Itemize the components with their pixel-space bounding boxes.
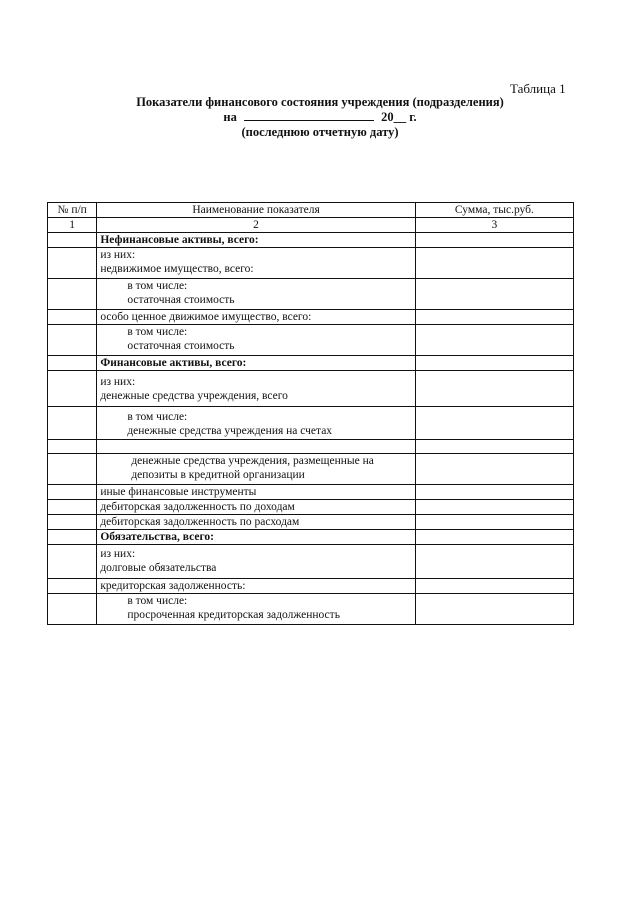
row-label: из них: денежные средства учреждения, всего [97, 371, 415, 407]
table-row [48, 440, 574, 454]
row-label: дебиторская задолженность по расходам [97, 515, 415, 530]
table-row [48, 594, 574, 625]
title-line-3: (последнюю отчетную дату) [241, 125, 399, 139]
col-number-1: 1 [48, 218, 97, 233]
table-row [48, 454, 574, 485]
table-row [48, 356, 574, 371]
row-label: особо ценное движимое имущество, всего: [97, 310, 415, 325]
table-row [48, 325, 574, 356]
table-row [48, 248, 574, 279]
row-label: Обязательства, всего: [97, 530, 415, 545]
table-row [48, 545, 574, 579]
table-row [48, 371, 574, 407]
row-label: кредиторская задолженность: [97, 579, 415, 594]
financial-indicators-table [47, 202, 574, 625]
table-row [48, 530, 574, 545]
row-label: в том числе: остаточная стоимость [97, 325, 415, 356]
col-number-2: 2 [97, 218, 415, 233]
header-cell-sum: Сумма, тыс.руб. [415, 203, 573, 218]
title-year: 20__ г. [381, 110, 417, 124]
row-label: Финансовые активы, всего: [97, 356, 415, 371]
header-cell-number: № п/п [48, 203, 97, 218]
row-label: иные финансовые инструменты [97, 485, 415, 500]
table-row [48, 515, 574, 530]
document-title [80, 95, 560, 140]
table-header-row [48, 203, 574, 218]
row-label: дебиторская задолженность по доходам [97, 500, 415, 515]
row-label: в том числе: остаточная стоимость [97, 279, 415, 310]
header-cell-name: Наименование показателя [97, 203, 415, 218]
table-row [48, 233, 574, 248]
table-row [48, 500, 574, 515]
title-on: на [223, 110, 237, 124]
row-label: в том числе: просроченная кредиторская задолженность [97, 594, 415, 625]
col-number-3: 3 [415, 218, 573, 233]
row-label: денежные средства учреждения, размещенные на депозиты в кредитной организации [97, 454, 415, 485]
table-number: Таблица 1 [510, 81, 566, 96]
row-label: Нефинансовые активы, всего: [97, 233, 415, 248]
row-label: из них: недвижимое имущество, всего: [97, 248, 415, 279]
row-label: в том числе: денежные средства учреждения на счетах [97, 407, 415, 440]
table-row [48, 407, 574, 440]
column-number-row [48, 218, 574, 233]
table-row [48, 579, 574, 594]
title-line-1: Показатели финансового состояния учреждения (подразделения) [136, 95, 504, 109]
table-row [48, 310, 574, 325]
table-row [48, 279, 574, 310]
row-label: из них: долговые обязательства [97, 545, 415, 579]
table-row [48, 485, 574, 500]
title-line-2 [80, 110, 560, 125]
date-blank-line [244, 110, 374, 121]
